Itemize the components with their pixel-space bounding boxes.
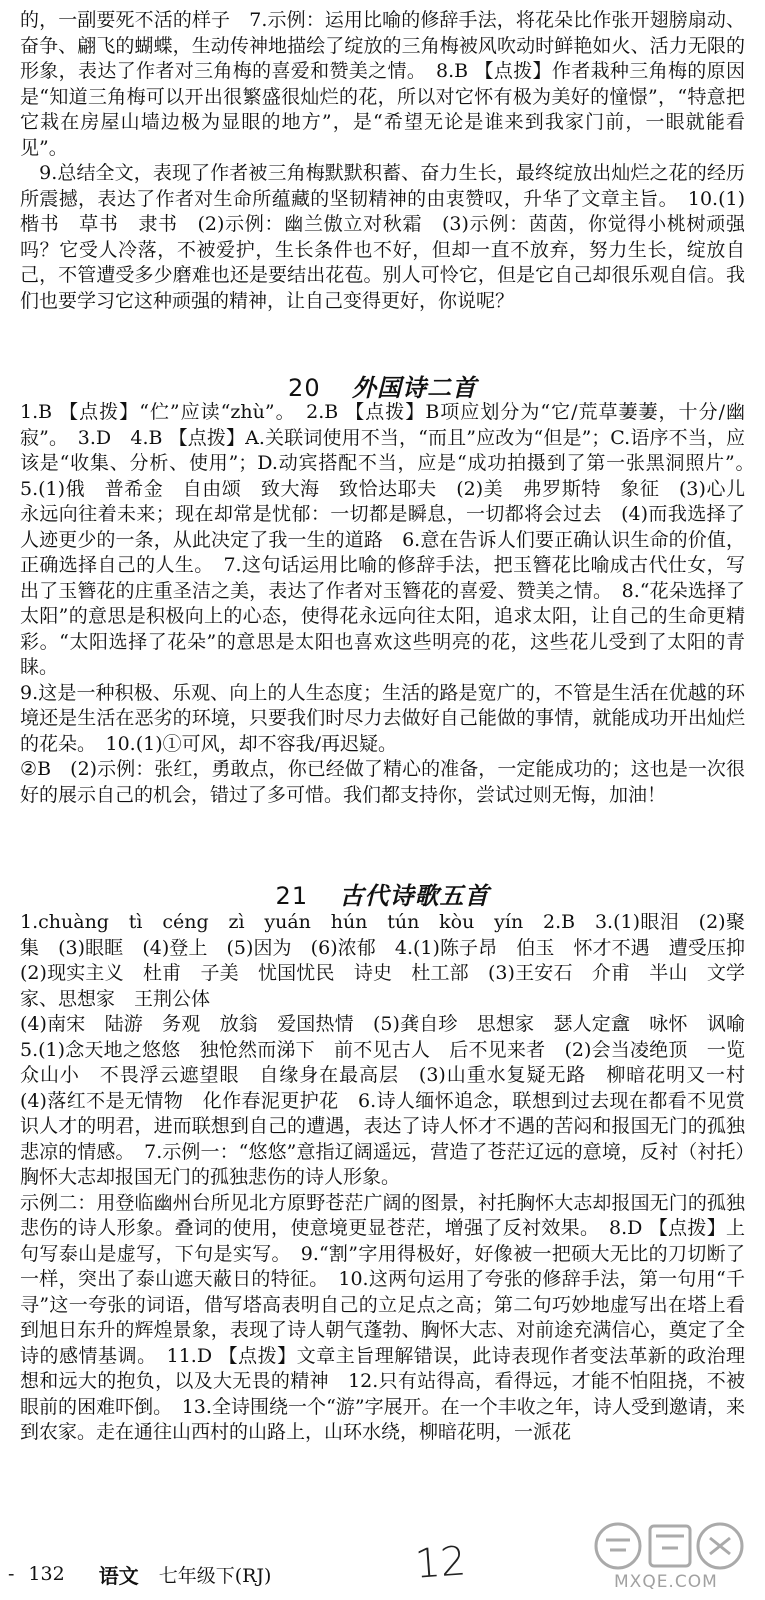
page-number: 132 [28,1563,65,1585]
watermark-logo-icon [592,1520,752,1572]
subject-label: 语文 [98,1563,139,1588]
section-title: 古代诗歌五首 [339,881,490,910]
answer-block-21: 1.chuàng tì céng zì yuán hún tún kòu yín 2.B 3.(1)眼泪 (2)聚集 (3)眼眶 (4)登上 (5)因为 (6)浓郁 4.(1)陈子昂 伯玉 怀才不遇 遭受压抑 (2)现实主义 杜甫 子美 忧国忧民 诗史 杜工部 (3)王安石 介甫 半山 文学家、思想家 王荆公体 (4)南宋 陆游 务观 放翁 爱国热情 (5)龚自珍 思想家 瑟人定盦 咏怀 讽喻 5.(1)念天地之悠悠 独怆然而涕下 前不见古人 后不见来者 (2)会当凌绝顶 一览众山小 不畏浮云遮望眼 自缘身在最高层 (3)山重水复疑无路 柳暗花明又一村 (4)落红不是无情物 化作春泥更护花 6.诗人缅怀追念，联想到过去现在都看不见赏识人才的明君，进而联想到自己的遭遇，表达了诗人怀才不遇的苦闷和报国无门的孤独悲凉的情感。 7.示例一：“悠悠”意指辽阔遥远，营造了苍茫辽远的意境，反衬（衬托）胸怀大志却报国无门的孤独悲伤的诗人形象。 示例二：用登临幽州台所见北方原野苍茫广阔的图景，衬托胸怀大志却报国无门的孤独悲伤的诗人形象。叠词的使用，使意境更显苍茫，增强了反衬效果。 8.D 【点拨】上句写泰山是虚写，下句是实写。 9.“割”字用得极好，好像被一把硕大无比的刀切断了一样，突出了泰山遮天蔽日的特征。 10.这两句运用了夸张的修辞手法，第一句用“千寻”这一夸张的词语，借写塔高表明自己的立足点之高；第二句巧妙地虚写出在塔上看到旭日东升的辉煌景象，表现了诗人朝气蓬勃、胸怀大志、对前途充满信心，奠定了全诗的感情基调。 11.D 【点拨】文章主旨理解错误，此诗表现作者变法革新的政治理想和远大的抱负，以及大无畏的精神 12.只有站得高，看得远，才能不怕阻挠，不被眼前的困难吓倒。 13.全诗围绕一个“游”字展开。在一个丰收之年，诗人受到邀请，来到农家。走在通往山西村的山路上，山环水绕，柳暗花明，一派花 [20,911,745,1443]
watermark-logo [592,1520,752,1595]
handwritten-page-mark: 12 [413,1538,468,1588]
section-number: 21 [275,882,309,910]
answer-block-19-tail: 的，一副要死不活的样子 7.示例：运用比喻的修辞手法，将花朵比作张开翅膀扇动、奋争、翩飞的蝴蝶，生动传神地描绘了绽放的三角梅被风吹动时鲜艳如火、活力无限的形象，表达了作者对三角梅的喜爱和赞美之情。 8.B 【点拨】作者栽种三角梅的原因是“知道三角梅可以开出很繁盛很灿烂的花，所以对它怀有极为美好的憧憬”，“特意把它栽在房屋山墙边极为显眼的地方”，是“希望无论是谁来到我家门前，一眼就能看见”。 9.总结全文，表现了作者被三角梅默默积蓄、奋力生长，最终绽放出灿烂之花的经历所震撼，表达了作者对生命所蕴藏的坚韧精神的由衷赞叹，升华了文章主旨。 10.(1)楷书 草书 隶书 (2)示例：幽兰傲立对秋霜 (3)示例：茵茵，你觉得小桃树顽强吗？它受人冷落，不被爱护，生长条件也不好，但却一直不放弃，努力生长，绽放自己，不管遭受多少磨难也还是要结出花苞。别人可怜它，但是它自己却很乐观自信。我们也要学习它这种顽强的精神，让自己变得更好，你说呢？ [20,9,745,312]
grade-label: 七年级下(RJ) [158,1564,272,1587]
section-title: 外国诗二首 [351,373,477,402]
section-heading-21 [0,876,765,911]
page-footer [8,1558,608,1590]
section-heading-20 [0,368,765,403]
section-number: 20 [288,374,321,402]
footer-dash: - [8,1563,15,1585]
watermark-site: MXQE.COM [614,1572,718,1592]
answer-block-20: 1.B 【点拨】“伫”应读“zhù”。 2.B 【点拨】B项应划分为“它/荒草萋萋，十分/幽寂”。 3.D 4.B 【点拨】A.关联词使用不当，“而且”应改为“但是”；C.语序不当，应该是“收集、分析、使用”；D.动宾搭配不当，应是“成功拍摄到了第一张黑洞照片”。 5.(1)俄 普希金 自由颂 致大海 致恰达耶夫 (2)美 弗罗斯特 象征 (3)心儿永远向往着未来；现在却常是忧郁：一切都是瞬息，一切都将会过去 (4)而我选择了人迹更少的一条，从此决定了我一生的道路 6.意在告诉人们要正确认识生命的价值，正确选择自己的人生。 7.这句话运用比喻的修辞手法，把玉簪花比喻成古代仕女，写出了玉簪花的庄重圣洁之美，表达了作者对玉簪花的喜爱、赞美之情。 8.“花朵选择了太阳”的意思是积极向上的心态，使得花永远向往太阳，追求太阳，让自己的生命更精彩。“太阳选择了花朵”的意思是太阳也喜欢这些明亮的花，这些花儿受到了太阳的青睐。 9.这是一种积极、乐观、向上的人生态度；生活的路是宽广的，不管是生活在优越的环境还是生活在恶劣的环境，只要我们时尽力去做好自己能做的事情，就能成功开出灿烂的花朵。 10.(1)①可风，却不容我/再迟疑。 ②B (2)示例：张红，勇敢点，你已经做了精心的准备，一定能成功的；这也是一次很好的展示自己的机会，错过了多可惜。我们都支持你，尝试过则无悔，加油！ [20,401,745,806]
